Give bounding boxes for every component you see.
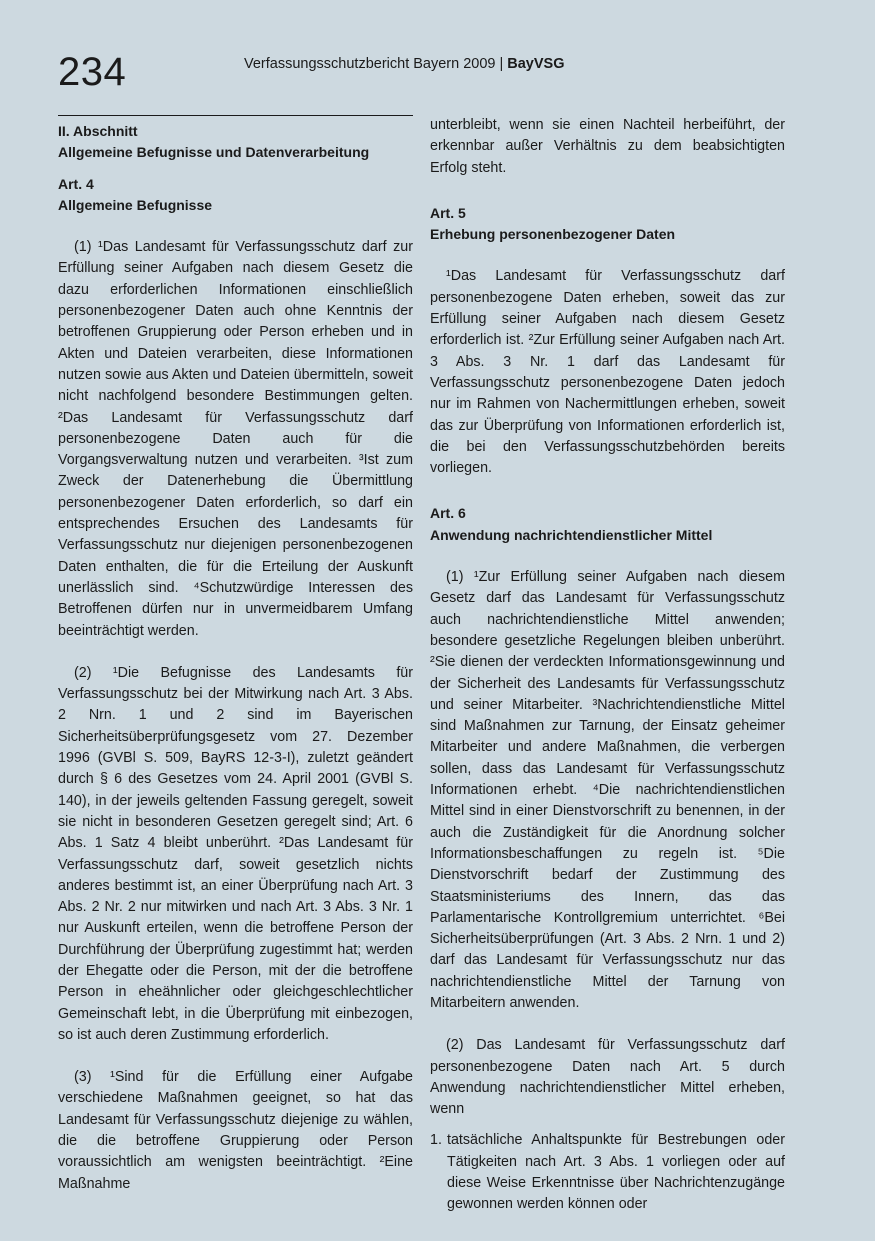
list-item-number: 1. — [430, 1132, 442, 1149]
art4-paragraph-1: (1) ¹Das Landesamt für Verfassungsschutz darf zur Erfüllung seiner Aufgaben nach diesem Gesetz die dazu erforderlichen Informationen einschließlich personenbezogener Daten auch ohne Kenntnis der betroffenen Gruppierung oder Person erheben und in Akten und Dateien verarbeiten, diese Informationen nutzen sowie aus Akten und Dateien übermitteln, soweit nicht nachfolgend besondere Bestimmungen gelten. ²Das Landesamt für Verfassungsschutz darf personenbezogene Daten auch für die Vorgangsverwaltung nutzen und verarbeiten. ³Ist zum Zweck der Datenerhebung die Übermittlung personenbezogener Daten erforderlich, so darf ein entsprechendes Ersuchen des Landesamts für Verfassungsschutz nur diejenigen personenbezogenen Daten enthalten, die für die Erteilung der Auskunft unerlässlich sind. ⁴Schutzwürdige Interessen des Betroffenen dürfen nur in unvermeidbarem Umfang beeinträchtigt werden. — [58, 239, 413, 639]
left-column — [58, 115, 413, 1195]
art4-paragraph-2: (2) ¹Die Befugnisse des Landesamts für Verfassungsschutz bei der Mitwirkung nach Art. 3 Abs. 2 Nrn. 1 und 2 sind im Bayerischen Sicherheitsüberprüfungsgesetz vom 27. Dezember 1996 (GVBl S. 509, BayRS 12-3-I), zuletzt geändert durch § 6 des Gesetzes vom 24. April 2001 (GVBl S. 140), in der jeweils geltenden Fassung geregelt, soweit sie nicht in besonderen Gesetzen geregelt sind; Art. 6 Abs. 1 Satz 4 bleibt unberührt. ²Das Landesamt für Verfassungsschutz darf, soweit gesetzlich nichts anderes bestimmt ist, an einer Überprüfung nach Art. 3 Abs. 2 Nr. 2 nur mitwirken und nach Art. 3 Abs. 3 Nr. 1 nur Auskunft erteilen, wenn die betroffene Person der Durchführung der Überprüfung zugestimmt hat; werden der Ehegatte oder die Person, mit der die betroffene Person in eheähnlicher oder gleichgeschlechtlicher Gemeinschaft lebt, in die Überprüfung mit einbezogen, so ist auch deren Zustimmung erforderlich. — [58, 664, 413, 1043]
art4-heading-title: Allgemeine Befugnisse — [58, 196, 213, 213]
art4-heading-number: Art. 4 — [58, 175, 94, 192]
art4-paragraph-3-continued: unterbleibt, wenn sie einen Nachteil herbeiführt, der erkennbar außer Verhältnis zu dem beabsichtigten Erfolg steht. — [430, 117, 785, 176]
art5-paragraph-1: ¹Das Landesamt für Verfassungsschutz darf personenbezogene Daten erheben, soweit das zur Erfüllung seiner Aufgaben nach diesem Gesetz erforderlich ist. ²Zur Erfüllung seiner Aufgaben nach Art. 3 Abs. 3 Nr. 1 darf das Landesamt für Verfassungsschutz personenbezogene Daten jedoch nur im Rahmen von Nachermittlungen erheben, soweit das zur Überprüfung von Informationen erforderlich ist, die bei den Verfassungsschutzbehörden bereits vorliegen. — [430, 268, 785, 477]
art4-paragraph-3: (3) ¹Sind für die Erfüllung einer Aufgabe verschiedene Maßnahmen geeignet, so hat das Landesamt für Verfassungsschutz diejenige zu wählen, die die betroffene Gruppierung oder Person voraussichtlich am wenigsten beeinträchtigt. ²Eine Maßnahme — [58, 1069, 413, 1192]
art5-heading-title: Erhebung personenbezogener Daten — [430, 226, 676, 243]
art6-heading-number: Art. 6 — [430, 505, 466, 522]
running-header — [244, 55, 565, 73]
list-item — [430, 1130, 785, 1215]
right-column — [430, 115, 785, 1216]
running-title: Verfassungsschutzbericht Bayern 2009 — [244, 56, 496, 72]
art6-paragraph-2: (2) Das Landesamt für Verfassungsschutz darf personenbezogene Daten nach Art. 5 durch Anwendung nachrichtendienstlicher Mittel erheben, wenn — [430, 1037, 785, 1118]
page-number: 234 — [58, 50, 127, 94]
section-label: BayVSG — [507, 56, 565, 72]
art6-heading-title: Anwendung nachrichtendienstlicher Mittel — [430, 526, 713, 543]
art6-paragraph-1: (1) ¹Zur Erfüllung seiner Aufgaben nach diesem Gesetz darf das Landesamt für Verfassungsschutz auch nachrichtendienstliche Mittel anwenden; besondere gesetzliche Regelungen bleiben unberührt. ²Sie dienen der verdeckten Informationsgewinnung und der Sicherheit des Landesamts für Verfassungsschutz und seiner Mitarbeiter. ³Nachrichtendienstliche Mittel sind Maßnahmen zur Tarnung, der Einsatz geheimer Mitarbeiter und andere Maßnahmen, die verbergen sollen, dass das Landesamt für Verfassungsschutz Informationen erhebt. ⁴Die nachrichtendienstlichen Mittel sind in einer Dienstvorschrift zu benennen, in der auch die Zuständigkeit für die Anordnung solcher Informationsbeschaffungen zu regeln ist. ⁵Die Dienstvorschrift bedarf der Zustimmung des Staatsministeriums des Innern, das das Parlamentarische Kontrollgremium unterrichtet. ⁶Bei Sicherheitsüberprüfungen (Art. 3 Abs. 2 Nrn. 1 und 2) darf das Landesamt für Verfassungsschutz nur das nachrichtendienstliche Mittel der Tarnung von Mitarbeitern anwenden. — [430, 569, 785, 1011]
art5-heading-number: Art. 5 — [430, 204, 466, 221]
section-heading-number: II. Abschnitt — [58, 123, 138, 139]
section-heading-title: Allgemeine Befugnisse und Datenverarbeitung — [58, 144, 370, 161]
list-item-text: tatsächliche Anhaltspunkte für Bestrebungen oder Tätigkeiten nach Art. 3 Abs. 1 vorliegen oder auf diese Weise Erkenntnisse über Nachrichtenzugänge gewonnen werden können oder — [447, 1132, 785, 1213]
header-separator: | — [499, 56, 504, 72]
